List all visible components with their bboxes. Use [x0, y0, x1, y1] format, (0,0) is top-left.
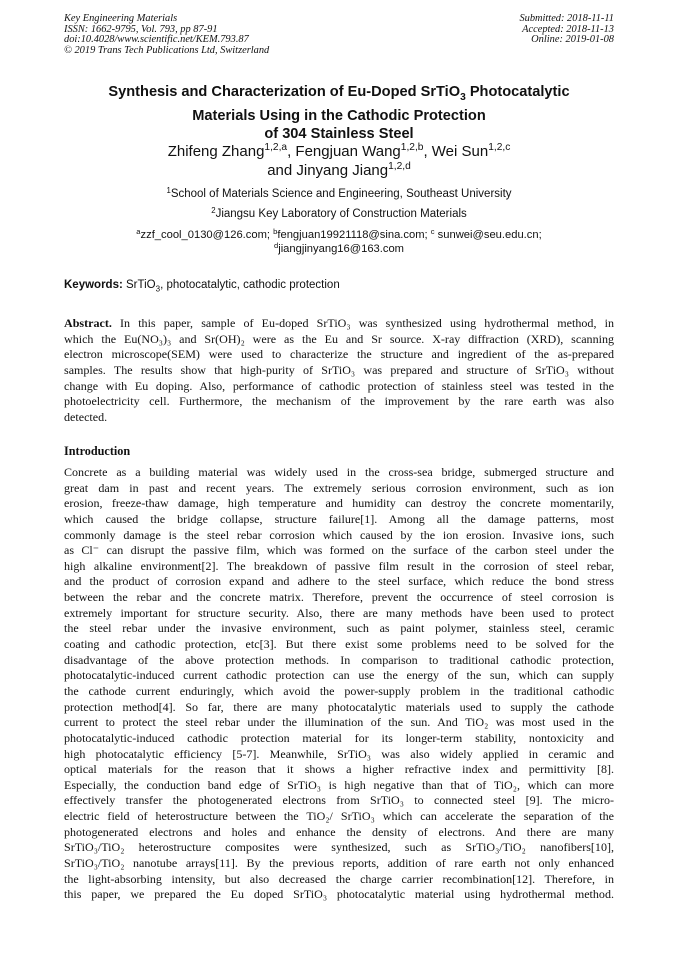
- title-line-1-text-b: Photocatalytic: [465, 84, 570, 100]
- email-c-sup: c: [430, 226, 435, 236]
- introduction-line: high photocatalytic efficiency [5-7]. Meanwhile, SrTiO₃ was also widely applied in ceramic and: [64, 746, 614, 761]
- introduction-line: high alkaline environment[2]. The breakdown of passive film result in the corrosion of steel rebar,: [64, 558, 614, 573]
- abstract-line: detected.: [64, 409, 108, 424]
- title-line-1-subscript: 3: [460, 91, 466, 103]
- email-d[interactable]: jiangjinyang16@163.com: [278, 243, 405, 255]
- affiliation-2: [60, 207, 618, 221]
- online-date: Online: 2019-01-08: [531, 34, 614, 46]
- introduction-line: disadvantage of the above protection methods. In comparison to traditional cathodic protection,: [64, 652, 614, 667]
- title-line-1: [60, 83, 618, 107]
- introduction-line: protection method[4]. So far, there are many photocatalytic materials used to supply the cathode: [64, 699, 614, 714]
- introduction-line: extremely important for structure security. Also, there are many methods have been used to protect: [64, 605, 614, 620]
- introduction-line: electric field of heterostructure between the TiO₂/ SrTiO₃ which can accelerate the separation of the: [64, 809, 614, 824]
- author-2-sup: 1,2,b: [400, 142, 424, 154]
- affiliation-1-text: School of Materials Science and Engineering, Southeast University: [170, 188, 512, 200]
- submitted-date: Submitted: 2018-11-11: [519, 13, 614, 24]
- abstract-line-text: In this paper, sample of Eu-doped SrTiO₃ was synthesized using hydrothermal method, in: [111, 316, 614, 330]
- email-d-sup: d: [273, 240, 279, 250]
- journal-issn: ISSN: 1662-9795, Vol. 793, pp 87-91: [64, 23, 218, 35]
- introduction-line: which caused the bridge collapse, structure failure[1]. Among all the damage patterns, most: [64, 511, 614, 526]
- keywords: [64, 278, 340, 296]
- keywords-subscript: 3: [155, 284, 161, 294]
- journal-copyright: © 2019 Trans Tech Publications Ltd, Switzerland: [64, 44, 270, 56]
- author-3-sup: 1,2,c: [488, 142, 511, 154]
- introduction-line: optical materials for the reason that it shows a higher refractive index and permittivity [8].: [64, 762, 614, 777]
- author-4: and Jinyang Jiang: [267, 162, 389, 179]
- introduction-line: coating and cathodic protection, etc[3]. But there exist some problems need to be solved for the: [64, 637, 614, 652]
- introduction-line: great dam in past and recent years. The extremely serious corrosion environment, such as ion: [64, 480, 614, 495]
- abstract-label: Abstract.: [64, 316, 112, 330]
- abstract-line: electron microscope(SEM) were used to characterize the structure and ingredient of the as-prepared: [64, 347, 614, 362]
- introduction-line: this paper, we prepared the Eu doped SrTiO₃ photocatalytic material using hydrothermal method.: [64, 887, 614, 902]
- email-c[interactable]: sunwei@seu.edu.cn;: [434, 229, 542, 241]
- introduction-line: between the rebar and the concrete matrix. Therefore, prevent the occurrence of steel corrosion is: [64, 590, 614, 605]
- abstract-line: samples. The results show that high-purity of SrTiO₃ was prepared and structure of SrTiO₃ without: [64, 362, 614, 377]
- introduction-line: commonly damage is the steel rebar corrosion which caused by the ion erosion. Invasive ions, such: [64, 527, 614, 542]
- email-a-sup: a: [136, 226, 141, 236]
- author-1: Zhifeng Zhang: [167, 143, 265, 160]
- affiliation-1: [60, 187, 618, 201]
- keywords-text-2: , photocatalytic, cathodic protection: [160, 279, 340, 291]
- emails-line-2: [60, 242, 618, 256]
- author-3: , Wei Sun: [423, 143, 489, 160]
- author-emails: [60, 228, 618, 256]
- introduction-line: effectively transfer the photogenerated electrons from SrTiO₃ to connected steel [9]. The micro-: [64, 793, 614, 808]
- introduction-line: photogenerated electrons and holes and enhance the density of electrons. And there are many: [64, 824, 614, 839]
- email-b[interactable]: fengjuan19921118@sina.com;: [277, 229, 431, 241]
- introduction-line: photocatalytic-induced cathodic protection material for its longer-term stability, nontoxicity and: [64, 730, 614, 745]
- author-2: , Fengjuan Wang: [287, 143, 401, 160]
- emails-line-1: [60, 228, 618, 242]
- introduction-line: Concrete as a building material was widely used in the cross-sea bridge, submerged structure and: [64, 465, 614, 479]
- author-1-sup: 1,2,a: [264, 142, 288, 154]
- journal-name: Key Engineering Materials: [64, 13, 178, 24]
- affiliation-1-sup: 1: [166, 185, 171, 195]
- author-4-sup: 1,2,d: [388, 161, 411, 173]
- introduction-body: [64, 465, 614, 903]
- title-line-2: Materials Using in the Cathodic Protection: [192, 107, 486, 124]
- introduction-line: the steel rebar under the invasive environment, such as paint polymer, stainless steel, ceramic: [64, 621, 614, 636]
- introduction-line: Especially, the conduction band edge of SrTiO₃ is high negative than that of TiO₂, which can more: [64, 777, 614, 792]
- abstract-line: change with Eu doping. Also, performance of cathodic protection of stainless steel was tested in the: [64, 378, 614, 393]
- abstract: [64, 316, 614, 425]
- section-heading-introduction: Introduction: [64, 444, 131, 458]
- introduction-line: current to protect the steel rebar under the illumination of the sun. And TiO₂ was most used in the: [64, 715, 614, 730]
- introduction-line: the light-absorbing intensity, but also decreased the charge carrier recombination[12]. Therefore, in: [64, 871, 614, 886]
- introduction-line: and the product of corrosion expand and adhere to the steel surface, which reduce the bond stress: [64, 574, 614, 589]
- introduction-line: photocatalytic-induced current cathodic protection can use the energy of the sun, which can supply: [64, 668, 614, 683]
- introduction-line: SrTiO₃/TiO₂ nanotube arrays[11]. By the previous reports, addition of rare earth not only enhanced: [64, 856, 614, 871]
- authors-line-2: [60, 161, 618, 180]
- affiliation-2-text: Jiangsu Key Laboratory of Construction Materials: [215, 208, 467, 220]
- email-b-sup: b: [273, 226, 278, 236]
- publication-dates: [519, 14, 614, 46]
- journal-info: [64, 14, 269, 56]
- introduction-line: the cathode current enduringly, which avoid the power-supply problem in the traditional cathodic: [64, 683, 614, 698]
- accepted-date: Accepted: 2018-11-13: [522, 23, 614, 35]
- introduction-line: erosion, freeze-thaw damage, high temperature and humidity can destroy the concrete momentarily,: [64, 496, 614, 511]
- introduction-line: as Cl⁻ can disrupt the passive film, which was formed on the surface of the carbon steel under the: [64, 543, 614, 558]
- abstract-line: which the Eu(NO₃)₃ and Sr(OH)₂ were as the Eu and Sr source. X-ray diffraction (XRD), scanning: [64, 331, 614, 346]
- authors-line-1: [60, 142, 618, 161]
- email-a[interactable]: zzf_cool_0130@126.com;: [140, 229, 274, 241]
- title-line-3: of 304 Stainless Steel: [264, 125, 414, 142]
- keywords-text-1: SrTiO: [122, 279, 156, 291]
- abstract-line: photoelectricity cell. Furthermore, the mechanism of the improvement by the rare earth was also: [64, 394, 614, 409]
- affiliation-2-sup: 2: [211, 205, 216, 215]
- journal-doi: doi:10.4028/www.scientific.net/KEM.793.87: [64, 34, 249, 46]
- author-list: [60, 142, 618, 180]
- paper-title: [60, 83, 618, 143]
- title-line-1-text-a: Synthesis and Characterization of Eu-Doped SrTiO: [108, 84, 461, 100]
- introduction-line: SrTiO₃/TiO₂ heterostructure composites were synthesized, such as SrTiO₃/TiO₂ nanofibers[10],: [64, 840, 614, 855]
- keywords-label: Keywords:: [64, 279, 123, 291]
- abstract-line: [64, 316, 614, 332]
